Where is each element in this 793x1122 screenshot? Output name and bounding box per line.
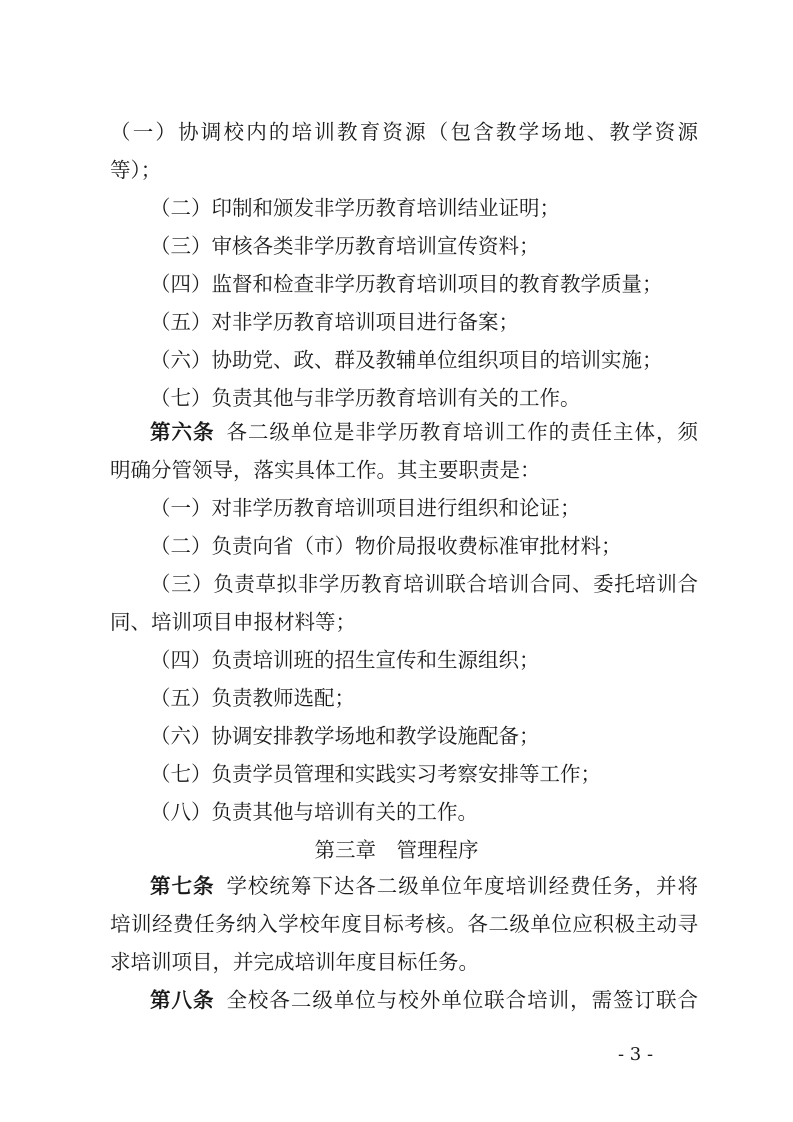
paragraph-line: 等）； <box>110 158 162 182</box>
paragraph-line: （二）印制和颁发非学历教育培训结业证明； <box>150 196 560 220</box>
paragraph-line: 求培训项目，并完成培训年度目标任务。 <box>110 950 479 974</box>
article-6-label: 第六条 <box>150 420 215 444</box>
paragraph-line: 培训经费任务纳入学校年度目标考核。各二级单位应积极主动寻 <box>110 912 698 936</box>
list-item: （四）负责培训班的招生宣传和生源组织； <box>150 648 540 672</box>
list-item: （二）负责向省（市）物价局报收费标准审批材料； <box>150 534 622 558</box>
paragraph-line: （六）协助党、政、群及教辅单位组织项目的培训实施； <box>150 348 663 372</box>
article-7-line <box>150 872 698 900</box>
list-item: （七）负责学员管理和实践实习考察安排等工作； <box>150 762 601 786</box>
list-item: （三）负责草拟非学历教育培训联合培训合同、委托培训合 <box>150 572 698 596</box>
page-number: - 3 - <box>618 1044 654 1065</box>
paragraph-line: （四）监督和检查非学历教育培训项目的教育教学质量； <box>150 272 663 296</box>
list-item: （一）对非学历教育培训项目进行组织和论证； <box>150 496 581 520</box>
article-8-line <box>150 986 698 1014</box>
paragraph-line: （七）负责其他与非学历教育培训有关的工作。 <box>150 386 581 410</box>
list-item: 同、培训项目申报材料等； <box>110 610 356 634</box>
article-6-text: 各二级单位是非学历教育培训工作的责任主体，须 <box>226 420 698 444</box>
paragraph-line: （三）审核各类非学历教育培训宣传资料； <box>150 234 540 258</box>
paragraph-line: 明确分管领导，落实具体工作。其主要职责是： <box>110 458 541 482</box>
paragraph-line: （五）对非学历教育培训项目进行备案； <box>150 310 519 334</box>
list-item: （八）负责其他与培训有关的工作。 <box>150 800 478 824</box>
article-6-line <box>150 418 698 446</box>
list-item: （五）负责教师选配； <box>150 686 355 710</box>
list-item: （六）协调安排教学场地和教学设施配备； <box>150 724 540 748</box>
chapter-heading: 第三章 管理程序 <box>314 838 479 862</box>
article-8-text: 全校各二级单位与校外单位联合培训，需签订联合 <box>226 988 698 1012</box>
paragraph-line: （一）协调校内的培训教育资源（包含教学场地、教学资源 <box>110 120 698 144</box>
article-7-label: 第七条 <box>150 874 215 898</box>
article-7-text: 学校统筹下达各二级单位年度培训经费任务，并将 <box>226 874 698 898</box>
article-8-label: 第八条 <box>150 988 215 1012</box>
